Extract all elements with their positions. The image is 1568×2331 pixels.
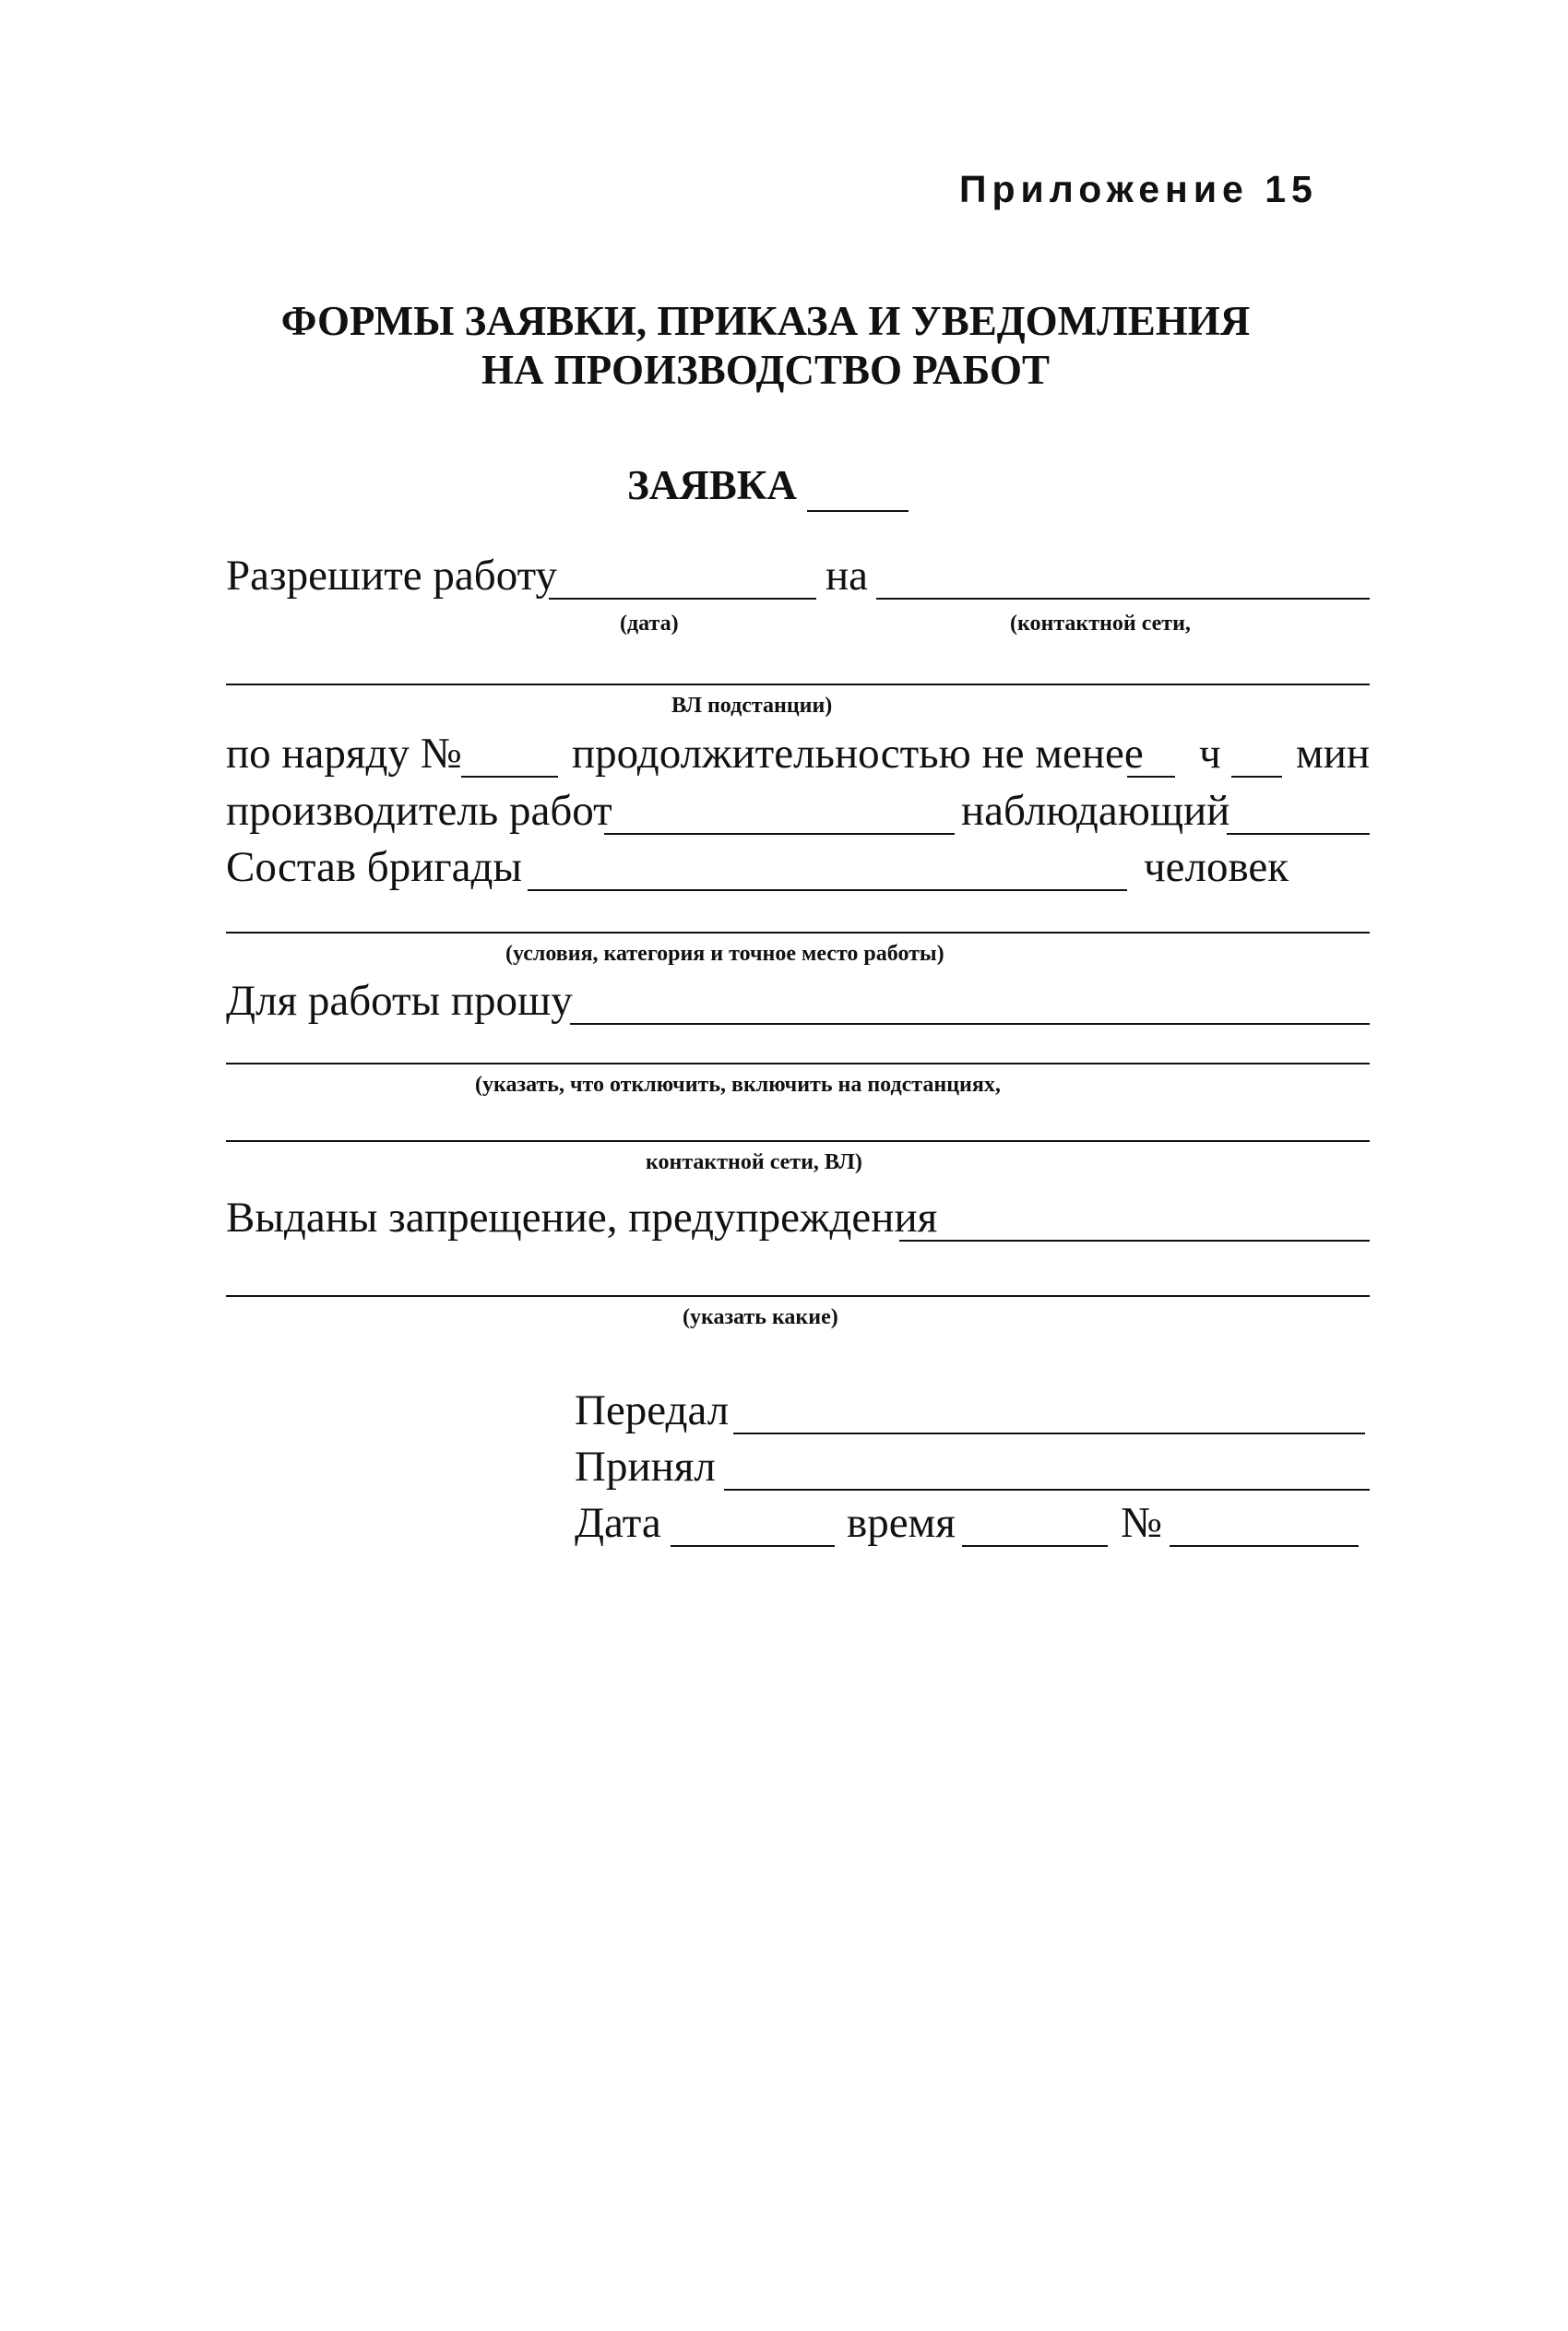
warnings-detail-blank[interactable] xyxy=(226,1295,1370,1297)
signoff-number-blank[interactable] xyxy=(1170,1545,1359,1547)
hours-label: ч xyxy=(1199,730,1221,778)
request-for-work-blank[interactable] xyxy=(570,1023,1370,1025)
on-label: на xyxy=(826,552,869,600)
switching-caption: (указать, что отключить, включить на подстанциях, xyxy=(475,1073,1001,1097)
duration-label: продолжительностью не менее xyxy=(572,730,1144,778)
document-title-line2: НА ПРОИЗВОДСТВО РАБОТ xyxy=(481,347,1050,393)
which-caption: (указать какие) xyxy=(683,1305,838,1329)
minutes-label: мин xyxy=(1296,730,1371,778)
signoff-date-blank[interactable] xyxy=(671,1545,835,1547)
people-label: человек xyxy=(1144,843,1289,891)
conditions-caption: (условия, категория и точное место работы) xyxy=(505,942,944,966)
issued-warnings-label: Выданы запрещение, предупреждения xyxy=(226,1194,938,1242)
issued-warnings-blank[interactable] xyxy=(899,1240,1370,1242)
signoff-time-blank[interactable] xyxy=(962,1545,1108,1547)
crew-blank[interactable] xyxy=(528,889,1127,891)
substation-caption: ВЛ подстанции) xyxy=(671,694,833,718)
date-blank[interactable] xyxy=(549,598,816,600)
network-vl-caption: контактной сети, ВЛ) xyxy=(646,1150,862,1174)
allow-work-label: Разрешите работу xyxy=(226,552,557,600)
observer-label: наблюдающий xyxy=(961,787,1230,835)
request-number-blank[interactable] xyxy=(807,510,909,512)
request-heading: ЗАЯВКА xyxy=(627,462,797,508)
producer-label: производитель работ xyxy=(226,787,612,835)
order-number-blank[interactable] xyxy=(461,776,558,778)
received-by-blank[interactable] xyxy=(724,1489,1370,1491)
network-caption: (контактной сети, xyxy=(1010,612,1191,636)
observer-blank[interactable] xyxy=(1227,833,1370,835)
producer-blank[interactable] xyxy=(604,833,955,835)
crew-label: Состав бригады xyxy=(226,843,522,891)
appendix-label: Приложение 15 xyxy=(959,168,1318,210)
time-label: время xyxy=(847,1499,956,1547)
minutes-blank[interactable] xyxy=(1231,776,1282,778)
switching-continuation-blank[interactable] xyxy=(226,1140,1370,1142)
object-continuation-blank[interactable] xyxy=(226,684,1370,685)
date-caption: (дата) xyxy=(620,612,679,636)
object-blank[interactable] xyxy=(876,598,1370,600)
document-title-line1: ФОРМЫ ЗАЯВКИ, ПРИКАЗА И УВЕДОМЛЕНИЯ xyxy=(280,298,1251,344)
switching-blank[interactable] xyxy=(226,1063,1370,1064)
request-for-work-label: Для работы прошу xyxy=(226,977,573,1025)
date-label: Дата xyxy=(575,1499,661,1547)
sent-by-label: Передал xyxy=(575,1386,730,1434)
conditions-blank[interactable] xyxy=(226,932,1370,934)
number-label: № xyxy=(1121,1499,1162,1547)
hours-blank[interactable] xyxy=(1127,776,1175,778)
order-number-label: по наряду № xyxy=(226,730,462,778)
received-by-label: Принял xyxy=(575,1443,716,1491)
sent-by-blank[interactable] xyxy=(733,1433,1365,1434)
